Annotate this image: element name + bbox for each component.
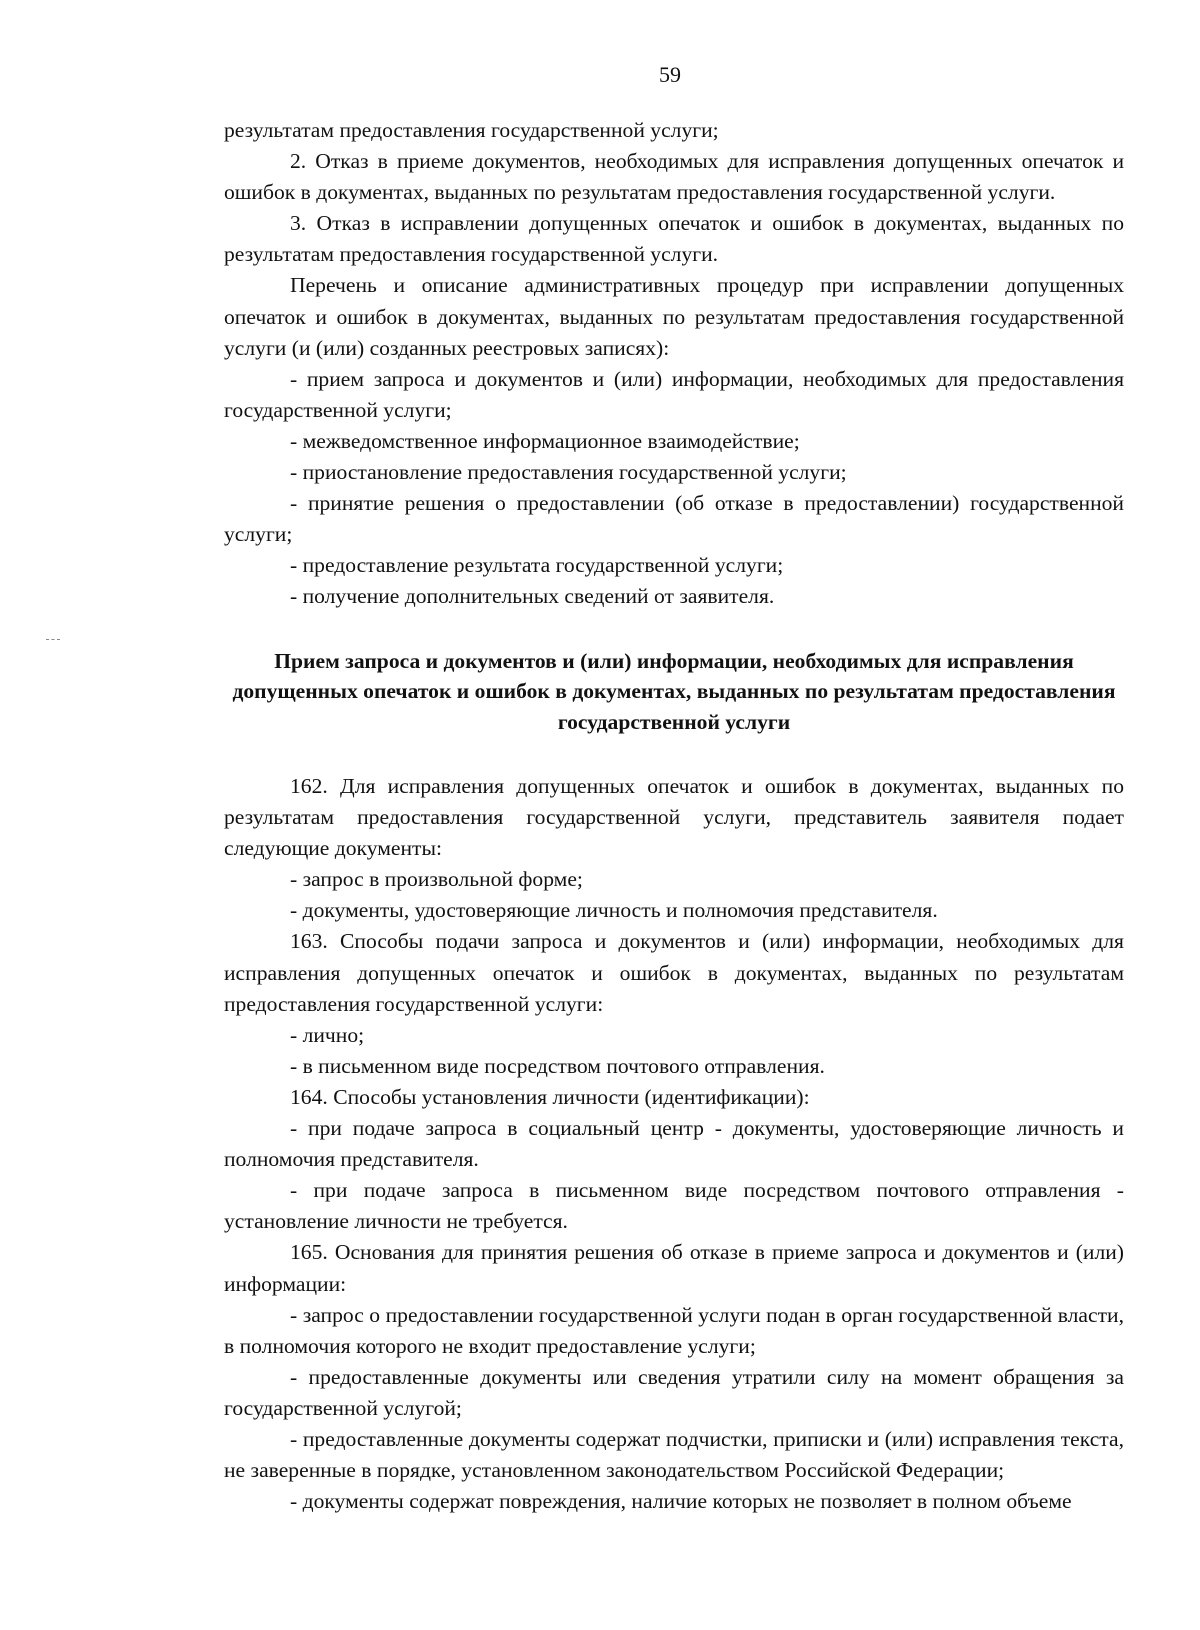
list-item: - в письменном виде посредством почтового отправления. xyxy=(290,1053,825,1078)
list-item: - запрос о предоставлении государственной услуги подан в орган государственной власти, в полномочия которого не входит предоставление услуги; xyxy=(224,1302,1124,1358)
paragraph: 3. Отказ в исправлении допущенных опечаток и ошибок в документах, выданных по результатам предоставления государственной услуги. xyxy=(224,211,1124,267)
list-item: - документы содержат повреждения, наличие которых не позволяет в полном объеме xyxy=(290,1489,1072,1514)
list-item: - запрос в произвольной форме; xyxy=(290,867,583,892)
paragraph: 2. Отказ в приеме документов, необходимых для исправления допущенных опечаток и ошибок в документах, выданных по результатам предоставления государственной услуги. xyxy=(224,149,1124,205)
list-item: - предоставленные документы или сведения утратили силу на момент обращения за государственной услугой; xyxy=(224,1364,1124,1420)
scan-mark xyxy=(46,639,60,642)
list-item: - принятие решения о предоставлении (об отказе в предоставлении) государственной услуги; xyxy=(224,491,1124,547)
list-item: - межведомственное информационное взаимодействие; xyxy=(290,428,800,453)
section-heading: Прием запроса и документов и (или) информации, необходимых для исправления допущенных опечаток и ошибок в документах, выданных по результатам предоставления государственной услуги xyxy=(232,648,1116,734)
document-body xyxy=(224,115,1124,1517)
page-number: 59 xyxy=(659,62,681,87)
paragraph: 162. Для исправления допущенных опечаток и ошибок в документах, выданных по результатам предоставления государственной услуги, представитель заявителя подает следующие документы: xyxy=(224,774,1124,861)
paragraph: 165. Основания для принятия решения об отказе в приеме запроса и документов и (или) информации: xyxy=(224,1240,1124,1296)
list-item: - при подаче запроса в социальный центр - документы, удостоверяющие личность и полномочия представителя. xyxy=(224,1116,1124,1172)
list-item: - предоставление результата государственной услуги; xyxy=(290,553,784,578)
paragraph: 163. Способы подачи запроса и документов и (или) информации, необходимых для исправления допущенных опечаток и ошибок в документах, выданных по результатам предоставления государственной услуги: xyxy=(224,929,1124,1016)
list-item: - документы, удостоверяющие личность и полномочия представителя. xyxy=(290,898,938,923)
list-item: - лично; xyxy=(290,1022,365,1047)
list-item: - получение дополнительных сведений от заявителя. xyxy=(290,584,775,609)
list-item: - прием запроса и документов и (или) информации, необходимых для предоставления государственной услуги; xyxy=(224,366,1124,422)
paragraph: 164. Способы установления личности (идентификации): xyxy=(290,1084,810,1109)
list-item: - предоставленные документы содержат подчистки, приписки и (или) исправления текста, не заверенные в порядке, установленном законодательством Российской Федерации; xyxy=(224,1426,1124,1483)
list-item: - при подаче запроса в письменном виде посредством почтового отправления - установление личности не требуется. xyxy=(224,1178,1124,1234)
paragraph: Перечень и описание административных процедур при исправлении допущенных опечаток и ошибок в документах, выданных по результатам предоставления государственной услуги (и (или) созданных реестровых записях): xyxy=(224,273,1124,360)
paragraph: результатам предоставления государственной услуги; xyxy=(224,118,719,142)
list-item: - приостановление предоставления государственной услуги; xyxy=(290,460,847,485)
